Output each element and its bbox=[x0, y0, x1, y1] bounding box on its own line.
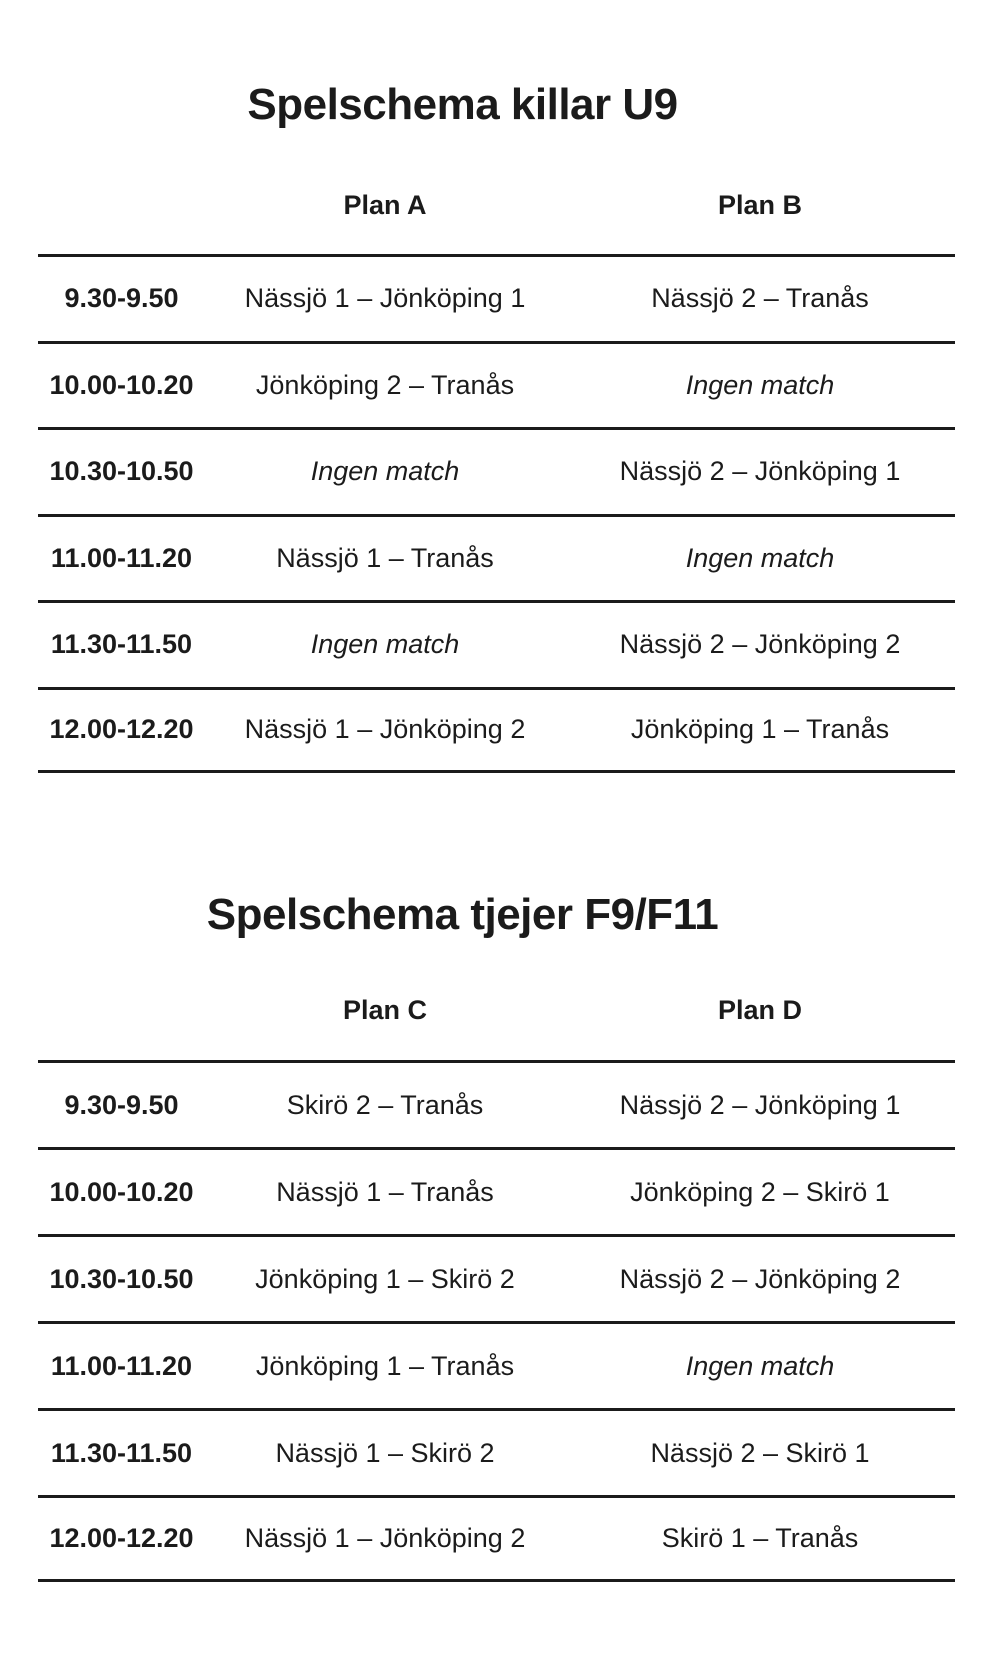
table-row bbox=[38, 1495, 955, 1582]
column-header-left: Plan A bbox=[343, 189, 427, 220]
table-row bbox=[38, 687, 955, 774]
time-header-spacer bbox=[38, 175, 205, 235]
match-cell-right: Ingen match bbox=[685, 369, 835, 400]
match-cell-left: Nässjö 1 – Jönköping 2 bbox=[244, 1523, 526, 1553]
match-cell-right: Ingen match bbox=[685, 1350, 835, 1381]
match-cell-left: Jönköping 2 – Tranås bbox=[255, 369, 515, 400]
column-header-right: Plan B bbox=[717, 189, 803, 220]
match-cell-left: Nässjö 1 – Tranås bbox=[276, 542, 494, 573]
match-cell-right: Nässjö 2 – Jönköping 1 bbox=[619, 456, 901, 487]
time-cell: 10.00-10.20 bbox=[49, 369, 194, 400]
table-row bbox=[38, 341, 955, 428]
match-cell-left: Nässjö 1 – Tranås bbox=[276, 1176, 494, 1207]
table-row bbox=[38, 1321, 955, 1408]
schedule-section bbox=[0, 773, 1000, 1582]
table-row bbox=[38, 1147, 955, 1234]
match-cell-right: Nässjö 2 – Tranås bbox=[651, 283, 869, 314]
time-header-spacer bbox=[38, 980, 205, 1040]
time-cell: 11.30-11.50 bbox=[50, 1437, 193, 1468]
schedule-title: Spelschema tjejer F9/F11 bbox=[206, 890, 719, 939]
time-cell: 10.30-10.50 bbox=[49, 456, 194, 487]
match-cell-right: Jönköping 2 – Skirö 1 bbox=[630, 1176, 890, 1207]
time-cell: 12.00-12.20 bbox=[49, 1523, 194, 1553]
table-row bbox=[38, 1408, 955, 1495]
time-cell: 10.30-10.50 bbox=[49, 1263, 194, 1294]
table-row bbox=[38, 427, 955, 514]
match-cell-left: Nässjö 1 – Jönköping 1 bbox=[244, 283, 526, 314]
column-header-left: Plan C bbox=[342, 994, 428, 1025]
match-cell-right: Nässjö 2 – Jönköping 1 bbox=[619, 1089, 901, 1120]
column-header-row bbox=[38, 175, 955, 235]
time-cell: 9.30-9.50 bbox=[64, 1089, 179, 1120]
match-cell-left: Ingen match bbox=[310, 456, 460, 487]
match-cell-left: Skirö 2 – Tranås bbox=[286, 1089, 484, 1120]
table-row bbox=[38, 600, 955, 687]
table-row bbox=[38, 254, 955, 341]
column-header-right: Plan D bbox=[717, 994, 803, 1025]
table-row bbox=[38, 514, 955, 601]
column-header-row bbox=[38, 980, 955, 1040]
time-cell: 10.00-10.20 bbox=[49, 1176, 194, 1207]
match-cell-left: Jönköping 1 – Tranås bbox=[255, 1350, 515, 1381]
schedule-title: Spelschema killar U9 bbox=[247, 80, 678, 129]
match-cell-left: Ingen match bbox=[310, 629, 460, 660]
schedule-table bbox=[38, 1060, 955, 1582]
match-cell-right: Nässjö 2 – Jönköping 2 bbox=[619, 629, 901, 660]
match-cell-left: Jönköping 1 – Skirö 2 bbox=[255, 1263, 515, 1294]
time-cell: 11.00-11.20 bbox=[50, 1350, 193, 1381]
time-cell: 12.00-12.20 bbox=[49, 714, 194, 745]
table-row bbox=[38, 1234, 955, 1321]
time-cell: 11.00-11.20 bbox=[50, 542, 193, 573]
match-cell-right: Nässjö 2 – Skirö 1 bbox=[650, 1437, 870, 1468]
time-cell: 9.30-9.50 bbox=[64, 283, 179, 314]
match-cell-right: Nässjö 2 – Jönköping 2 bbox=[619, 1263, 901, 1294]
time-cell: 11.30-11.50 bbox=[50, 629, 193, 660]
match-cell-left: Nässjö 1 – Jönköping 2 bbox=[244, 714, 526, 745]
schedule-table bbox=[38, 254, 955, 773]
match-cell-left: Nässjö 1 – Skirö 2 bbox=[275, 1437, 495, 1468]
match-cell-right: Jönköping 1 – Tranås bbox=[630, 714, 890, 745]
table-row bbox=[38, 1060, 955, 1147]
match-cell-right: Skirö 1 – Tranås bbox=[661, 1523, 859, 1553]
schedule-section bbox=[0, 0, 1000, 773]
match-cell-right: Ingen match bbox=[685, 542, 835, 573]
